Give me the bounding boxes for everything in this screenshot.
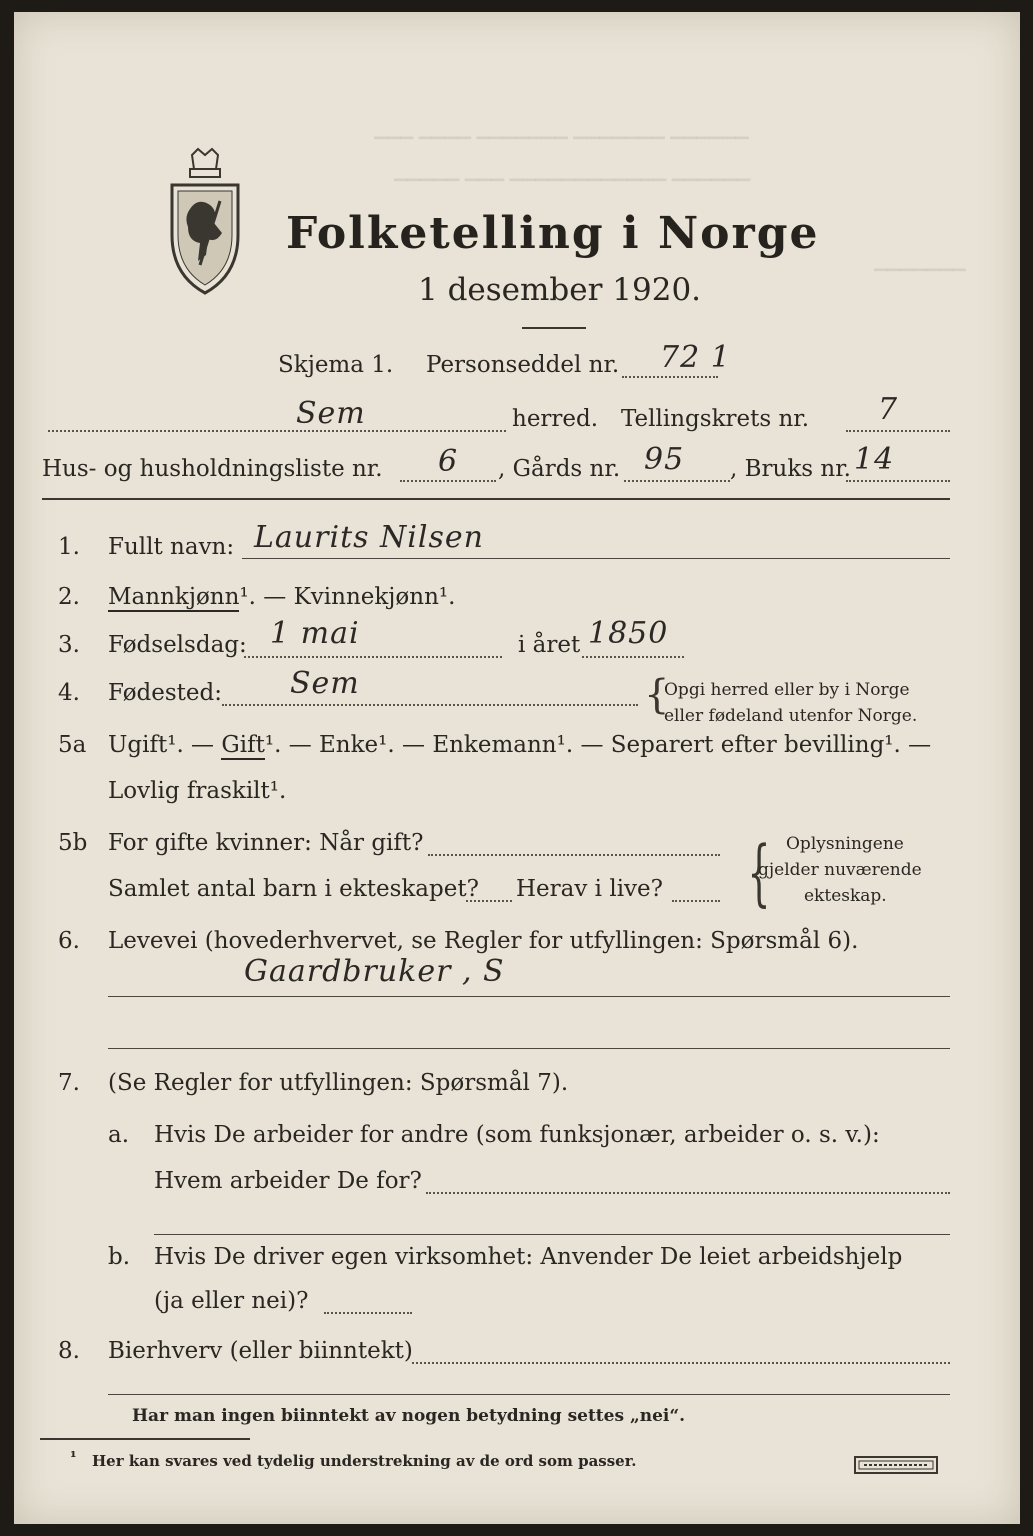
q6-label: Levevei (hovederhvervet, se Regler for utfyllingen: Spørsmål 6). [108, 928, 859, 954]
q7-number: 7. [58, 1070, 80, 1096]
q5b-note-line2: gjelder nuværende [758, 860, 922, 880]
birthplace-value[interactable]: Sem [290, 666, 360, 701]
q5b-label-children: Samlet antal barn i ekteskapet? [108, 876, 479, 902]
marital-status-options [108, 732, 931, 758]
q5b-number: 5b [58, 830, 88, 856]
q7a-number: a. [108, 1122, 130, 1148]
q3-number: 3. [58, 632, 80, 658]
bruks-value[interactable]: 14 [854, 442, 895, 477]
birthplace-field-line [222, 704, 638, 706]
occupation-value[interactable]: Gaardbruker , S [244, 954, 505, 989]
gards-label: , Gårds nr. [498, 456, 621, 482]
footer-note: Har man ingen biinntekt av nogen betydning settes „nei“. [132, 1406, 686, 1426]
q1-label: Fullt navn: [108, 534, 235, 560]
q8-label: Bierhverv (eller biinntekt) [108, 1338, 413, 1364]
personseddel-value[interactable]: 72 1 [660, 340, 731, 375]
birthday-value[interactable]: 1 mai [270, 616, 360, 651]
occupation-field-line [108, 996, 950, 997]
q7b-question: (ja eller nei)? [154, 1288, 309, 1314]
herred-value[interactable]: Sem [296, 396, 366, 431]
gender-separator: ¹. — [239, 584, 294, 610]
side-income-field-line [412, 1362, 950, 1364]
q5b-label-when-married: For gifte kvinner: Når gift? [108, 830, 424, 856]
q1-number: 1. [58, 534, 80, 560]
footnote-rule [40, 1438, 250, 1440]
title-rule [522, 327, 586, 329]
printer-stamp-icon [854, 1456, 938, 1474]
bleed-through-text: ▁▁▁▁▁▁▁ [874, 252, 966, 272]
marital-married-option[interactable]: Gift [221, 732, 265, 758]
gards-value[interactable]: 95 [644, 442, 685, 477]
q6-number: 6. [58, 928, 80, 954]
q7-label: (Se Regler for utfyllingen: Spørsmål 7). [108, 1070, 569, 1096]
q5b-brace: { [747, 830, 771, 914]
herred-field-line [48, 430, 506, 432]
q7b-number: b. [108, 1244, 131, 1270]
personseddel-label: Personseddel nr. [426, 352, 620, 378]
birthday-field-line [244, 656, 502, 658]
when-married-field-line [428, 854, 720, 856]
q7a-question: Hvem arbeider De for? [154, 1168, 422, 1194]
q4-note-line1: Opgi herred eller by i Norge [664, 680, 910, 700]
q7b-text: Hvis De driver egen virksomhet: Anvender De leiet arbeidshjelp [154, 1244, 903, 1270]
header-divider [42, 498, 950, 500]
personseddel-field-line [622, 376, 718, 378]
q4-number: 4. [58, 680, 80, 706]
occupation-field-line-2 [108, 1048, 950, 1049]
coat-of-arms-icon [164, 147, 246, 297]
children-field-line [466, 900, 512, 902]
census-form-page [14, 12, 1020, 1524]
marital-other-options[interactable]: ¹. — Enke¹. — Enkemann¹. — Separert efter bevilling¹. — [264, 732, 932, 758]
hus-field-line [400, 480, 496, 482]
tellingskrets-value[interactable]: 7 [878, 392, 899, 427]
employer-field-line [426, 1192, 950, 1194]
full-name-value[interactable]: Laurits Nilsen [254, 520, 484, 555]
year-field-line [582, 656, 684, 658]
marital-divorced-option[interactable]: Lovlig fraskilt¹. [108, 778, 287, 804]
q7a-text: Hvis De arbeider for andre (som funksjonær, arbeider o. s. v.): [154, 1122, 880, 1148]
footnote-number: ¹ [70, 1448, 77, 1466]
q2-number: 2. [58, 584, 80, 610]
bleed-through-text: ▁▁▁ ▁▁▁▁ ▁▁▁▁▁▁▁ ▁▁▁▁▁▁▁ ▁▁▁▁▁▁ [374, 120, 749, 140]
alive-field-line [672, 900, 720, 902]
gender-male-option[interactable]: Mannkjønn [108, 584, 240, 610]
q3-label: Fødselsdag: [108, 632, 247, 658]
employer-field-line-2 [154, 1234, 950, 1235]
form-title: Folketelling i Norge [286, 208, 820, 259]
q5a-number: 5a [58, 732, 87, 758]
skjema-label: Skjema 1. [278, 352, 394, 378]
footnote-text: Her kan svares ved tydelig understrekning av de ord som passer. [92, 1452, 637, 1470]
q8-number: 8. [58, 1338, 80, 1364]
bruks-field-line [846, 480, 950, 482]
year-label: i året [518, 632, 581, 658]
hus-label: Hus- og husholdningsliste nr. [42, 456, 383, 482]
q5b-note-line1: Oplysningene [786, 834, 904, 854]
hus-value[interactable]: 6 [438, 444, 459, 479]
census-date: 1 desember 1920. [418, 272, 702, 308]
tellingskrets-label: Tellingskrets nr. [621, 406, 810, 432]
q4-note-line2: eller fødeland utenfor Norge. [664, 706, 918, 726]
marital-unmarried-option[interactable]: Ugift¹. — [108, 732, 222, 758]
q5b-note-line3: ekteskap. [804, 886, 887, 906]
gards-field-line [624, 480, 730, 482]
hired-help-field-line [324, 1312, 412, 1314]
gender-female-option[interactable]: Kvinnekjønn¹. [293, 584, 456, 610]
q1-field-line [242, 558, 950, 559]
q4-label: Fødested: [108, 680, 223, 706]
bleed-through-text: ▁▁▁▁▁ ▁▁▁ ▁▁▁▁▁▁▁▁▁▁▁▁ ▁▁▁▁▁▁ [394, 162, 751, 182]
q4-brace: { [644, 672, 670, 718]
q2-gender-options [108, 584, 455, 610]
q5b-label-alive: Herav i live? [516, 876, 663, 902]
side-income-field-line-2 [108, 1394, 950, 1395]
birth-year-value[interactable]: 1850 [588, 616, 669, 651]
bruks-label: , Bruks nr. [730, 456, 851, 482]
herred-label: herred. [512, 406, 599, 432]
tellingskrets-field-line [846, 430, 950, 432]
